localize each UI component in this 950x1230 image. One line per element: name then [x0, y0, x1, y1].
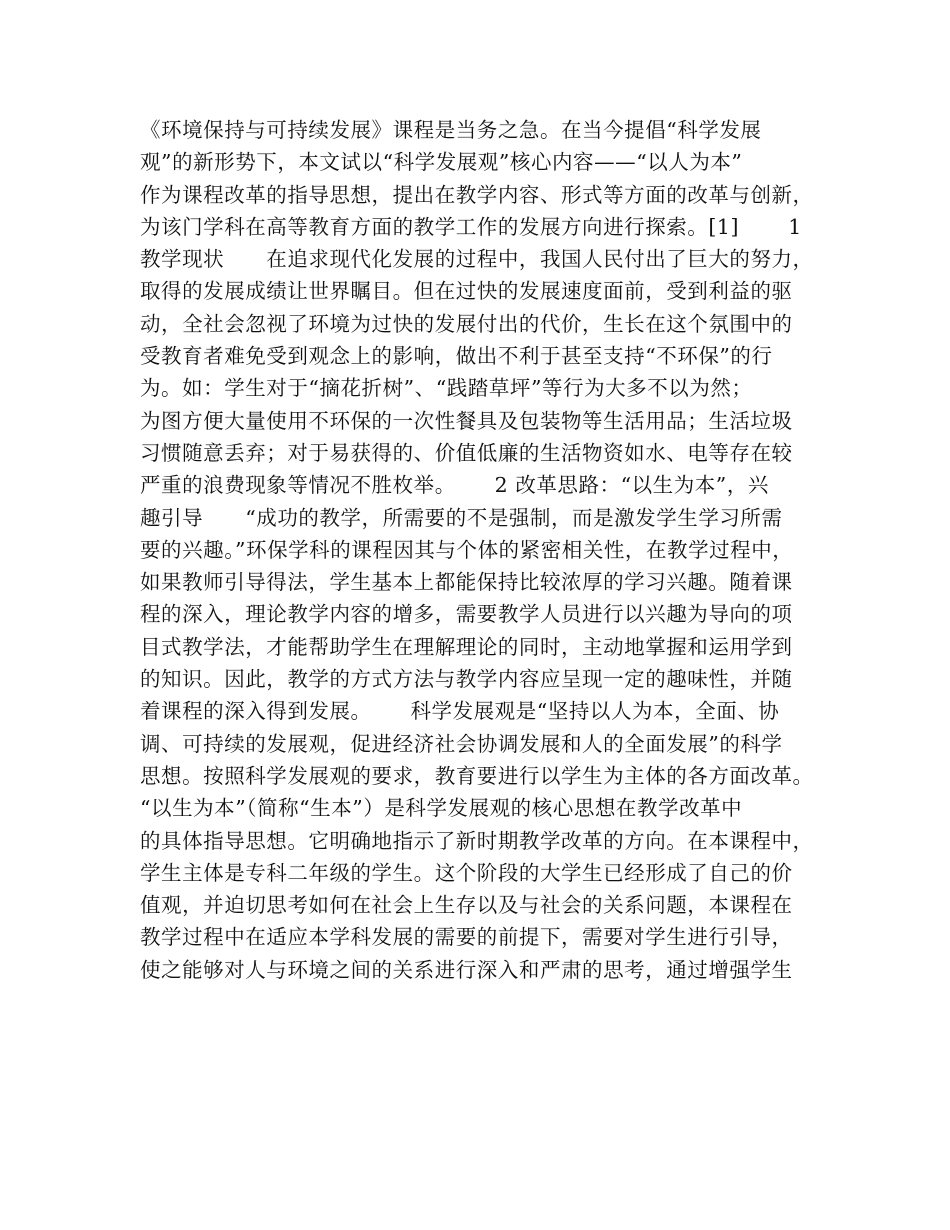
- text-line: 受教育者难免受到观念上的影响，做出不利于甚至支持“不环保”的行: [140, 344, 773, 369]
- text-line: 作为课程改革的指导思想，提出在教学内容、形式等方面的改革与创新，: [140, 182, 814, 207]
- text-line: 趣引导 “成功的教学，所需要的不是强制，而是激发学生学习所需: [140, 505, 783, 530]
- text-line: 目式教学法，才能帮助学生在理解理论的同时，主动地掌握和运用学到: [140, 634, 793, 659]
- text-line: 习惯随意丢弃；对于易获得的、价值低廉的生活物资如水、电等存在较: [140, 440, 793, 465]
- text-line: 思想。按照科学发展观的要求，教育要进行以学生为主体的各方面改革。: [140, 763, 814, 788]
- text-line: 调、可持续的发展观，促进经济社会协调发展和人的全面发展”的科学: [140, 731, 783, 756]
- text-line: 教学现状 在追求现代化发展的过程中，我国人民付出了巨大的努力，: [140, 247, 814, 272]
- text-line: 值观，并迫切思考如何在社会上生存以及与社会的关系问题，本课程在: [140, 893, 793, 918]
- text-line: “以生为本”（简称“生本”）是科学发展观的核心思想在教学改革中: [140, 796, 743, 821]
- text-line: 《环境保持与可持续发展》课程是当务之急。在当今提倡“科学发展: [140, 118, 762, 142]
- text-line: 学生主体是专科二年级的学生。这个阶段的大学生已经形成了自己的价: [140, 860, 793, 885]
- text-line: 的知识。因此，教学的方式方法与教学内容应呈现一定的趣味性，并随: [140, 667, 793, 692]
- text-line: 要的兴趣。”环保学科的课程因其与个体的紧密相关性，在教学过程中，: [140, 537, 794, 562]
- body-text: [140, 114, 820, 986]
- text-line: 为该门学科在高等教育方面的教学工作的发展方向进行探索。[1] 1: [140, 214, 802, 239]
- text-line: 严重的浪费现象等情况不胜枚举。 2 改革思路：“以生为本”，兴: [140, 473, 769, 498]
- text-line: 如果教师引导得法，学生基本上都能保持比较浓厚的学习兴趣。随着课: [140, 570, 793, 595]
- text-line: 的具体指导思想。它明确地指示了新时期教学改革的方向。在本课程中，: [140, 828, 814, 853]
- text-line: 为图方便大量使用不环保的一次性餐具及包装物等生活用品；生活垃圾: [140, 408, 793, 433]
- text-line: 着课程的深入得到发展。 科学发展观是“坚持以人为本，全面、协: [140, 699, 780, 724]
- text-line: 取得的发展成绩让世界瞩目。但在过快的发展速度面前，受到利益的驱: [140, 279, 793, 304]
- text-line: 观”的新形势下，本文试以“科学发展观”核心内容——“以人为本”: [140, 150, 743, 175]
- text-line: 动，全社会忽视了环境为过快的发展付出的代价，生长在这个氛围中的: [140, 311, 793, 336]
- text-line: 教学过程中在适应本学科发展的需要的前提下，需要对学生进行引导，: [140, 925, 793, 950]
- text-line: 为。如：学生对于“摘花折树”、“践踏草坪”等行为大多不以为然；: [140, 376, 753, 401]
- text-line: 使之能够对人与环境之间的关系进行深入和严肃的思考，通过增强学生: [140, 957, 793, 982]
- text-line: 程的深入，理论教学内容的增多，需要教学人员进行以兴趣为导向的项: [140, 602, 793, 627]
